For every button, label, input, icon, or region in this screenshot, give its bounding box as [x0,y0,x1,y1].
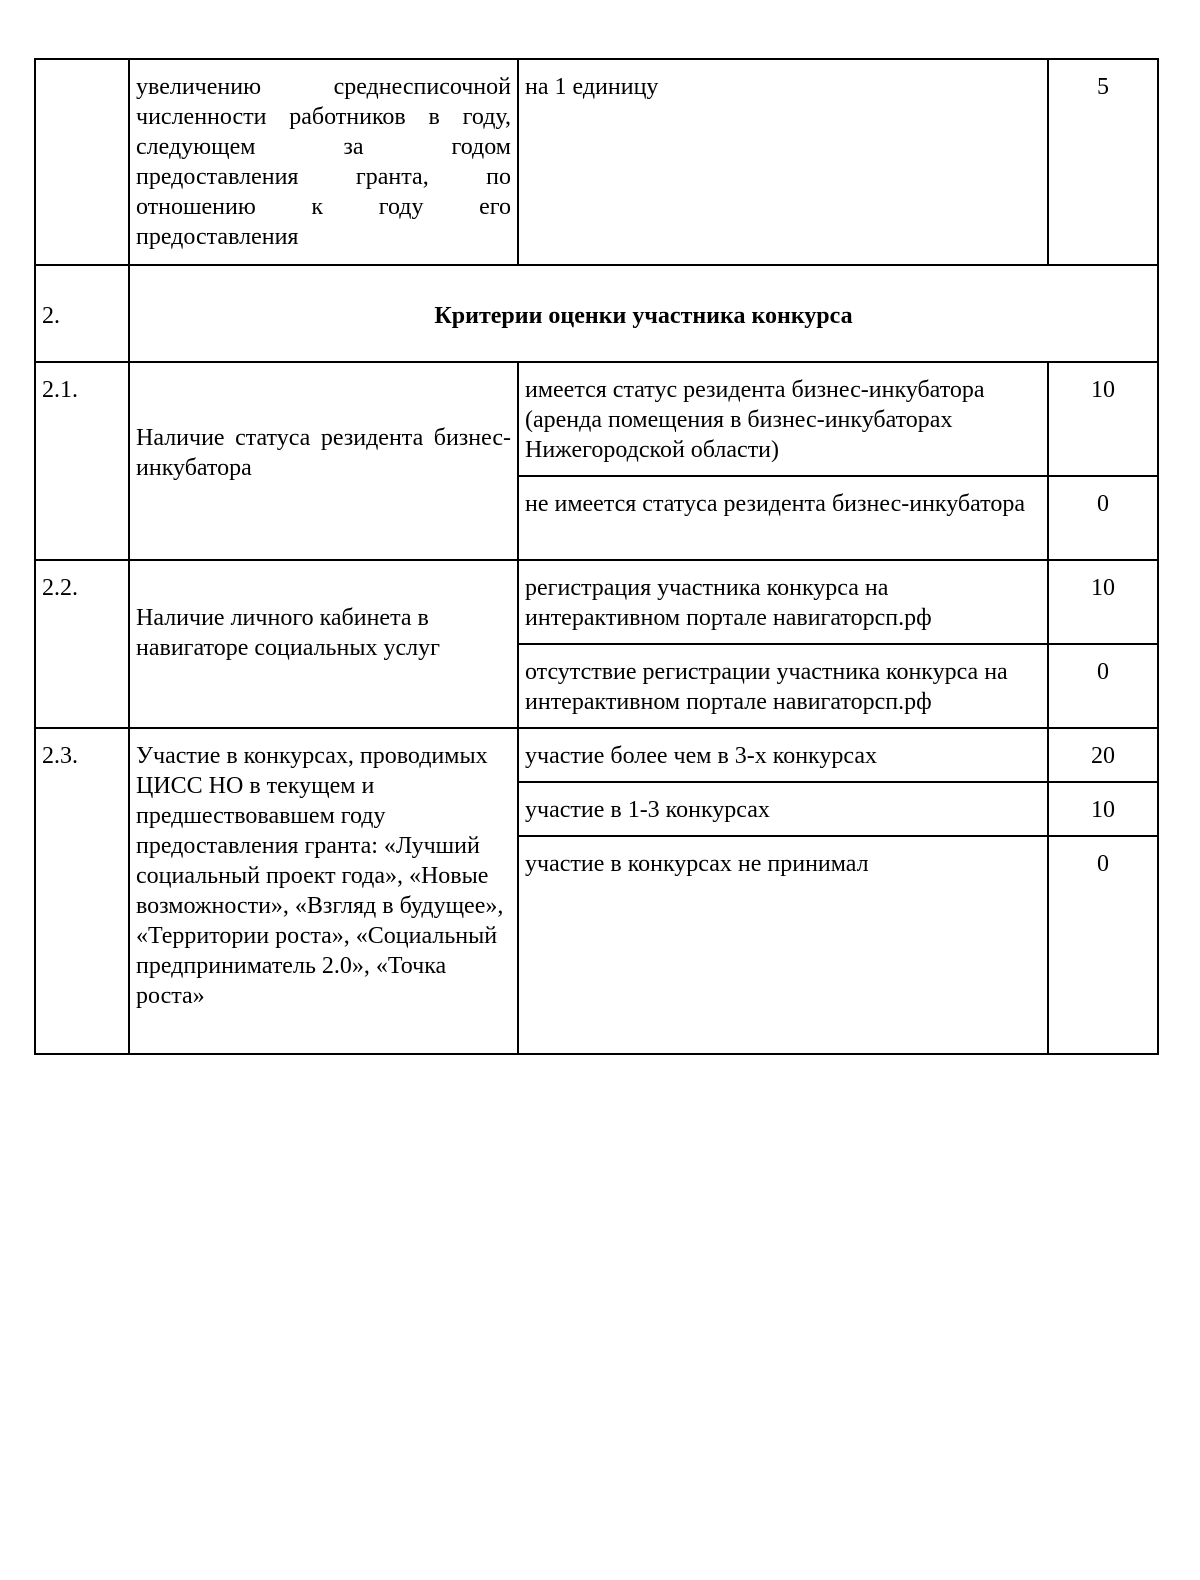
criterion-number-cell: 2.2. [35,560,129,728]
condition-cell: участие в конкурсах не принимал [518,836,1048,1054]
condition-cell: регистрация участника конкурса на интерактивном портале навигаторсп.рф [518,560,1048,644]
condition-cell: не имеется статуса резидента бизнес-инкубатора [518,476,1048,560]
table-row-criterion-2-3 [35,728,1158,782]
condition-cell: участие более чем в 3-х конкурсах [518,728,1048,782]
score-cell: 0 [1048,476,1158,560]
score-cell: 0 [1048,836,1158,1054]
criterion-number-cell: 2.3. [35,728,129,1054]
criterion-name-cell: Участие в конкурсах, проводимых ЦИСС НО в текущем и предшествовавшем году предоставления гранта: «Лучший социальный проект года», «Новые возможности», «Взгляд в будущее», «Территории роста», «Социальный предприниматель 2.0», «Точка роста» [129,728,518,1054]
score-cell: 10 [1048,362,1158,476]
table-row-criterion-2-2 [35,560,1158,644]
condition-cell: имеется статус резидента бизнес-инкубатора (аренда помещения в бизнес-инкубаторах Нижегородской области) [518,362,1048,476]
criteria-table [34,58,1159,1055]
section-number-cell: 2. [35,265,129,362]
criterion-name-cell: Наличие статуса резидента бизнес-инкубатора [129,362,518,560]
condition-cell: на 1 единицу [518,59,1048,265]
condition-cell: отсутствие регистрации участника конкурса на интерактивном портале навигаторсп.рф [518,644,1048,728]
score-cell: 20 [1048,728,1158,782]
section-title-cell: Критерии оценки участника конкурса [129,265,1158,362]
table-row-section-header [35,265,1158,362]
table-row-continuation [35,59,1158,265]
number-cell-empty [35,59,129,265]
score-cell: 10 [1048,560,1158,644]
score-cell: 0 [1048,644,1158,728]
criterion-name-cell: Наличие личного кабинета в навигаторе социальных услуг [129,560,518,728]
table-row-criterion-2-1 [35,362,1158,476]
score-cell: 10 [1048,782,1158,836]
criterion-number-cell: 2.1. [35,362,129,560]
condition-cell: участие в 1-3 конкурсах [518,782,1048,836]
criterion-description-cell: увеличению среднесписочной численности работников в году, следующем за годом предоставления гранта, по отношению к году его предоставления [129,59,518,265]
score-cell: 5 [1048,59,1158,265]
